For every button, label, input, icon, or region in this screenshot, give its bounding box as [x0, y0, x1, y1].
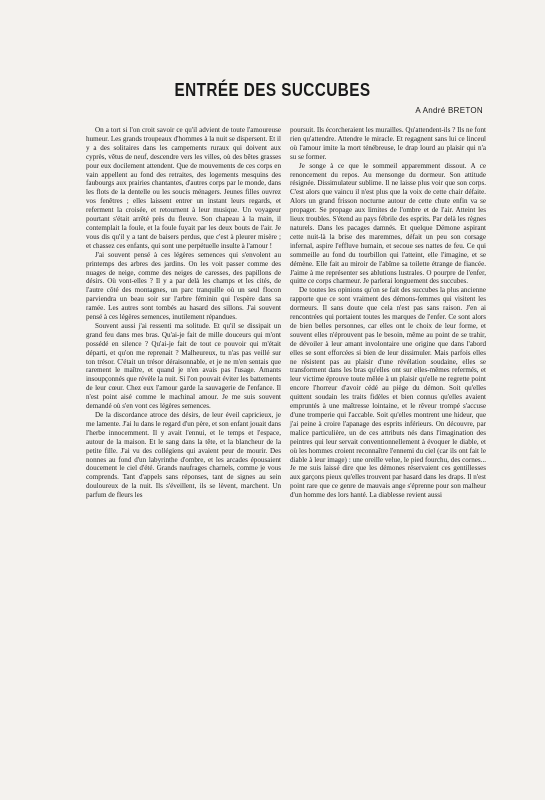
article-author: A André BRETON: [415, 106, 483, 115]
paragraph: De la discordance atroce des désirs, de leur éveil capricieux, je me lamente. J'ai lu dans le regard d'un père, et son enfant jouait dans l'herbe innocemment. Il y avait l'ennui, et le temps et l'espace, autour de la maison. Et le sang dans la tête, et la blancheur de la petite fille. J'ai vu des collégiens qui avaient peur de mourir. Des nonnes au fond d'un labyrinthe d'ombre, et les arcades épousaient doucement le ciel d'été. Grands naufrages charnels, comme je vous comprends. Tant d'appels sans réponses, tant de signes au sein douloureux de la nuit. Ils s'éveillent, ils se lèvent, marchent. Un parfum de fleurs les: [86, 411, 281, 500]
paragraph: J'ai souvent pensé à ces légères semences qui s'envolent au printemps des arbres des jardins. On les voit passer comme des nuages de neige, comme des neiges de caresses, des papillons de désirs. Où vont-elles ? Il y a par delà les champs et les cités, de l'autre côté des montagnes, un parc tranquille où un seul flocon parviendra un beau soir sur l'arbre féminin qui l'espère dans sa ramée. Les autres sont tombés au hasard des sillons. J'ai souvent pensé à ces légères semences, inutilement répandues.: [86, 250, 281, 322]
left-column: [86, 126, 281, 500]
paragraph: De toutes les opinions qu'on se fait des succubes la plus ancienne rapporte que ce sont vraiment des démons-femmes qui visitent les dormeurs. Il sans doute que cela n'est pas sans raison. J'en ai rencontrées qui portaient toutes les marques de l'enfer. Ce sont alors de bien belles personnes, car elles ont le choix de leur forme, et souvent elles n'éprouvent pas le besoin, même au point de se trahir, de dévoiler à leur amant involontaire une origine que dans l'abord elles se sont efforcées si bien de leur dissimuler. Mais parfois elles ne résistent pas au plaisir d'une révélation soudaine, elles se transforment dans les bras qu'elles ont sur elles-mêmes refermés, et leur victime éprouve toute mêlée à un plaisir qu'elle ne regrette point encore l'horreur d'avoir cédé au piège du démon. Soit qu'elles quittent soudain les traits fidèles et bien connus qu'elles avaient empruntés à une maîtresse lointaine, et le rêveur trompé s'accuse d'une tromperie qui l'accable. Soit qu'elles montrent une hideur, que j'ai peine à croire l'apanage des esprits inférieurs. On découvre, par malice particulière, un de ces attributs nés dans l'imagination des peintres qui leur servait conventionnellement à évoquer le diable, et où les hommes croient reconnaître l'ennemi du ciel (car ils ont fait le diable à leur image) : une oreille velue, le pied fourchu, des cornes... Je me suis laissé dire que les démones réservaient ces gentillesses aux garçons pieux qu'elles trouvent par hasard dans les draps. Il n'est point rare que ce genre de mauvais ange s'éprenne pour son malheur d'un homme des lors hanté. La diablesse revient aussi: [290, 286, 486, 500]
paragraph: poursuit. Ils écorcheraient les murailles. Qu'attendent-ils ? Ils ne font rien qu'attendre. Attendre le miracle. Et regagnent sans lui ce linceul où l'amour imite la mort ténébreuse, le drap lourd au plaisir qui n'a su se former.: [290, 126, 486, 161]
paragraph: Souvent aussi j'ai ressenti ma solitude. Et qu'il se dissipait un grand feu dans mes bras. Qu'ai-je fait de mille douceurs qui m'ont possédé en silence ? Qu'ai-je fait de tout ce pouvoir qui m'était départi, et qu'on me reprenait ? Malheureux, tu n'as pas veillé sur ton trésor. C'était un trésor déraisonnable, et je ne m'en sentais que rarement le maître, et quand je n'en avais pas l'usage. Amants insoupçonnés que révèle la nuit. Si l'on pouvait éviter les battements de leur cœur. Chez eux l'amour garde la sauvagerie de l'enfance. Il n'est point aisé comme le machinal amour. Je me suis souvent demandé où s'en vont ces légères semences.: [86, 321, 281, 411]
right-column: [290, 126, 486, 500]
article-title: ENTRÉE DES SUCCUBES: [174, 80, 371, 100]
paragraph: On a tort si l'on croit savoir ce qu'il advient de toute l'amoureuse humeur. Les grands troupeaux d'hommes à la nuit se dispersent. Et il y a des solitaires dans les campements ruraux qui doivent aux cyprès, vêtus de neuf, descendre vers les villes, où des bêtes grasses pour eux docilement attendent. Que de mouvements de ces corps en vain appellent au fond des retraites, des logements mesquins des faubourgs aux prairies chantantes, d'autres corps par le monde, dans les flots de la dentelle ou les soucis ménagers. Jeunes filles ouvrez vos fenêtres ; elles laissent entrer un instant leurs regards, et referment la croisée, et retournent à leur musique. Un voyageur pourtant s'était arrêté près du fleuve. Son chapeau à la main, il contemplait la foule, et la foule fuyait par les deux bouts de l'air. Je vous dis qu'il y a tant de baisers perdus, que c'est à pleurer misère ; et chassez ces enfants, qui sont une perpétuelle insulte à l'amour !: [86, 126, 281, 250]
paragraph: Je songe à ce que le sommeil apparemment dissout. A ce renoncement du repos. Au mensonge du dormeur. Son attitude résignée. Dissimulateur sublime. Il ne laisse plus voir que son corps. C'est alors que vaincu il n'est plus que la voix de cette chair défaite. Alors un grand frisson nocturne autour de cette chute enfin va se propager. Se propage aux limites de l'ombre et de l'air. Atteint les lieux troubles. S'étend au pays fébrile des esprits. Par delà les règnes naturels. Dans les pacages damnés. Et quelque Démone aspirant cette nuit-là la brise des maremmes, défait un peu son corsage infernal, aspire l'effluve humain, et secoue ses nattes de feu. Ce qui sommeille au fond du tourbillon qui l'atteint, elle l'imagine, et se démène. Elle fait au miroir de l'abîme sa toilette étrange de fiancée. J'aime à me représenter ses ablutions lustrales. O pourpre de l'enfer, quitte ce corps charmeur. Je parlerai longuement des succubes.: [290, 161, 486, 286]
